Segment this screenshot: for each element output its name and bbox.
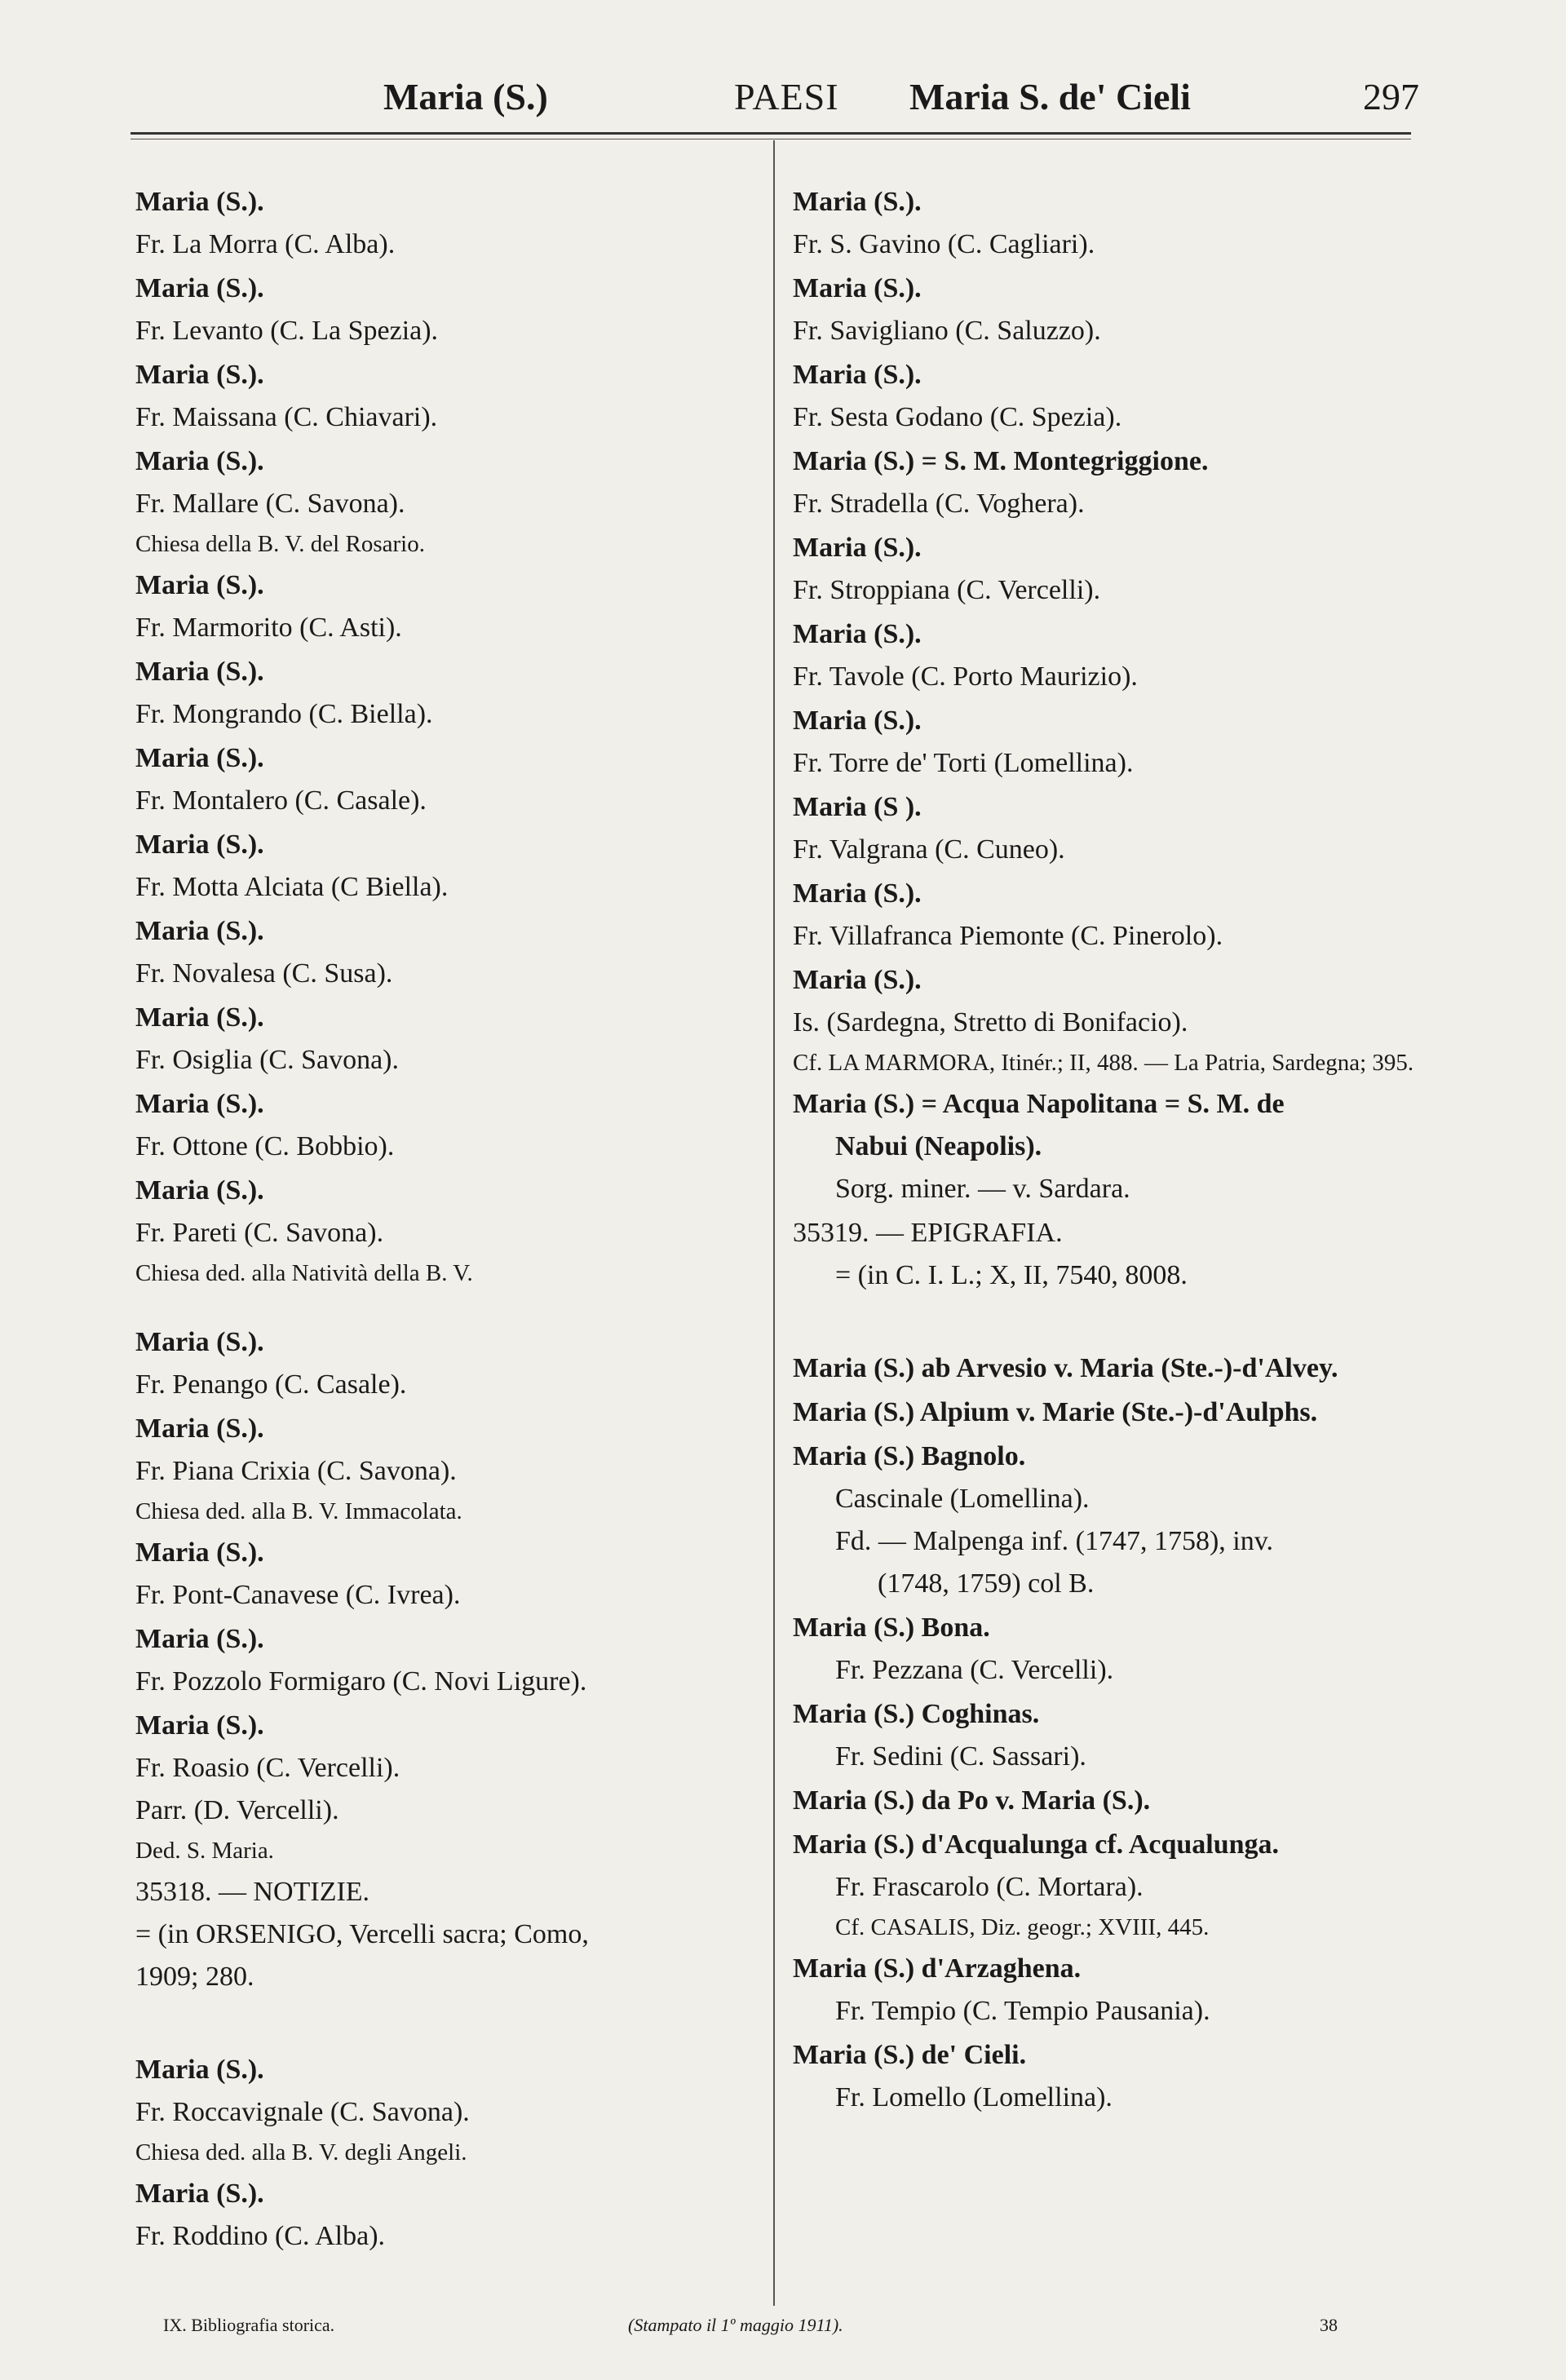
entry-line: Sorg. miner. — v. Sardara.: [835, 1174, 1130, 1204]
entry-heading: Maria (S.).: [135, 1089, 264, 1119]
entry-line: Fr. Lomello (Lomellina).: [835, 2082, 1113, 2112]
entry-heading: Maria (S ).: [793, 792, 922, 822]
entry-heading: Maria (S.).: [135, 360, 264, 390]
entry-line: Fr. Pareti (C. Savona).: [135, 1218, 384, 1248]
list-item: [793, 268, 1421, 352]
entry-line: 35319. — EPIGRAFIA.: [793, 1218, 1063, 1248]
entry-heading: Maria (S.).: [135, 916, 264, 946]
list-item: [135, 1618, 755, 1703]
list-item: [793, 1607, 1421, 1692]
entry-note: Cf. CASALIS, Diz. geogr.; XVIII, 445.: [835, 1914, 1210, 1940]
entry-line: Fr. Ottone (C. Bobbio).: [135, 1131, 395, 1161]
entry-line: Fr. Montalero (C. Casale).: [135, 785, 427, 816]
list-item: [793, 527, 1421, 612]
entry-heading: Maria (S.) Bagnolo.: [793, 1441, 1026, 1471]
list-item: [135, 2173, 755, 2258]
entry-line: Fr. Motta Alciata (C Biella).: [135, 872, 449, 902]
footer-print-date: (Stampato il 1º maggio 1911).: [628, 2315, 843, 2335]
list-item: [793, 440, 1421, 525]
list-item: [135, 824, 755, 909]
entry-heading: Maria (S.) Bona.: [793, 1612, 990, 1643]
entry-note: Ded. S. Maria.: [135, 1838, 274, 1864]
entry-line: Is. (Sardegna, Stretto di Bonifacio).: [793, 1007, 1188, 1037]
list-item: [793, 613, 1421, 698]
entry-heading: Maria (S.).: [135, 570, 264, 600]
entry-heading: Maria (S.).: [793, 706, 922, 736]
entry-line: Fr. Villafranca Piemonte (C. Pinerolo).: [793, 921, 1223, 951]
list-item: [135, 910, 755, 995]
list-item: [793, 1693, 1421, 1778]
entry-line: Fr. Frascarolo (C. Mortara).: [835, 1872, 1144, 1902]
entry-heading: Maria (S.).: [793, 187, 922, 217]
entry-line: Fd. — Malpenga inf. (1747, 1758), inv.: [835, 1526, 1274, 1556]
list-item: [135, 651, 755, 736]
entry-heading: Maria (S.).: [135, 657, 264, 687]
list-item: [793, 2034, 1421, 2119]
entry-heading: Maria (S.).: [793, 533, 922, 563]
list-item: [135, 181, 755, 266]
entry-line: (1748, 1759) col B.: [878, 1568, 1095, 1599]
list-item: [135, 997, 755, 1082]
entry-line: Fr. Pezzana (C. Vercelli).: [835, 1655, 1114, 1685]
entry-line: Fr. Sesta Godano (C. Spezia).: [793, 402, 1122, 432]
list-item: [135, 1532, 755, 1617]
column-divider: [773, 140, 775, 2306]
spacer: [135, 1294, 755, 1321]
entry-line: Nabui (Neapolis).: [835, 1131, 1042, 1161]
entry-line: Fr. Marmorito (C. Asti).: [135, 613, 402, 643]
entry-heading: Maria (S.).: [793, 360, 922, 390]
list-item: [135, 1321, 755, 1406]
entry-heading: Maria (S.) = Acqua Napolitana = S. M. de: [793, 1089, 1285, 1119]
list-item: [135, 1705, 755, 1869]
list-item: [135, 2049, 755, 2171]
list-item: [793, 873, 1421, 958]
entry-heading: Maria (S.).: [135, 2055, 264, 2085]
entry-line: Fr. Osiglia (C. Savona).: [135, 1045, 399, 1075]
list-item: [135, 737, 755, 822]
spacer: [793, 1298, 1421, 1347]
entry-heading: Maria (S.).: [135, 1002, 264, 1033]
entry-line: Fr. Torre de' Torti (Lomellina).: [793, 748, 1134, 778]
entry-heading: Maria (S.).: [135, 446, 264, 476]
list-item: [793, 354, 1421, 439]
entry-heading: Maria (S.).: [135, 1327, 264, 1357]
entry-heading: Maria (S.) d'Arzaghena.: [793, 1953, 1082, 1984]
list-item: [135, 354, 755, 439]
entry-heading: Maria (S.).: [135, 1537, 264, 1568]
running-header: [130, 75, 1419, 140]
entry-line: Fr. Valgrana (C. Cuneo).: [793, 834, 1065, 865]
entry-heading: Maria (S.) ab Arvesio v. Maria (Ste.-)-d'Alvey.: [793, 1353, 1338, 1383]
entry-heading: Maria (S.).: [135, 743, 264, 773]
entry-heading: Maria (S.).: [793, 619, 922, 649]
list-item: [793, 1948, 1421, 2033]
entry-heading: Maria (S.).: [793, 273, 922, 303]
entry-line: = (in C. I. L.; X, II, 7540, 8008.: [835, 1260, 1188, 1290]
spacer: [135, 2000, 755, 2049]
entry-note: Chiesa ded. alla Natività della B. V.: [135, 1260, 473, 1286]
list-item: [793, 1391, 1421, 1434]
entry-heading: Maria (S.) Coghinas.: [793, 1699, 1040, 1729]
footer-signature: 38: [1320, 2315, 1338, 2335]
list-item: [135, 1170, 755, 1292]
list-item: [135, 1871, 755, 1998]
entry-heading: Maria (S.).: [135, 1175, 264, 1205]
entry-line: Parr. (D. Vercelli).: [135, 1795, 339, 1825]
entry-line: 1909; 280.: [135, 1962, 254, 1992]
header-rule-thick: [130, 132, 1411, 135]
list-item: [135, 564, 755, 649]
entry-heading: Maria (S.).: [793, 878, 922, 909]
entry-line: Fr. Roddino (C. Alba).: [135, 2221, 386, 2251]
entry-note: Chiesa ded. alla B. V. degli Angeli.: [135, 2139, 467, 2165]
entry-line: Fr. La Morra (C. Alba).: [135, 229, 396, 259]
list-item: [793, 181, 1421, 266]
list-item: [793, 1347, 1421, 1390]
entry-heading: Maria (S.).: [135, 273, 264, 303]
right-column: [793, 181, 1421, 2121]
entry-note: Chiesa della B. V. del Rosario.: [135, 531, 425, 557]
entry-line: Fr. Penango (C. Casale).: [135, 1369, 407, 1400]
entry-line: Fr. Savigliano (C. Saluzzo).: [793, 316, 1101, 346]
entry-line: Fr. Tempio (C. Tempio Pausania).: [835, 1996, 1210, 2026]
entry-line: Fr. Levanto (C. La Spezia).: [135, 316, 439, 346]
list-item: [135, 1408, 755, 1530]
entry-line: Cascinale (Lomellina).: [835, 1484, 1090, 1514]
entry-heading: Maria (S.).: [793, 965, 922, 995]
list-item: [135, 440, 755, 563]
page-number: 297: [1363, 76, 1419, 117]
entry-line: Fr. Stroppiana (C. Vercelli).: [793, 575, 1101, 605]
list-item: [793, 1436, 1421, 1605]
entry-line: Fr. Tavole (C. Porto Maurizio).: [793, 661, 1138, 692]
entry-line: Fr. Mongrando (C. Biella).: [135, 699, 433, 729]
list-item: [793, 959, 1421, 1082]
entry-heading: Maria (S.).: [135, 187, 264, 217]
entry-heading: Maria (S.).: [135, 1710, 264, 1741]
list-item: [135, 1083, 755, 1168]
list-item: [793, 1780, 1421, 1822]
entry-heading: Maria (S.) de' Cieli.: [793, 2040, 1027, 2070]
entry-line: Fr. Roasio (C. Vercelli).: [135, 1753, 400, 1783]
entry-heading: Maria (S.) d'Acqualunga cf. Acqualunga.: [793, 1829, 1280, 1860]
entry-line: Fr. Pozzolo Formigaro (C. Novi Ligure).: [135, 1666, 587, 1697]
entry-note: Chiesa ded. alla B. V. Immacolata.: [135, 1498, 462, 1524]
entry-heading: Maria (S.).: [135, 1413, 264, 1444]
list-item: [135, 268, 755, 352]
list-item: [793, 786, 1421, 871]
entry-heading: Maria (S.).: [135, 829, 264, 860]
entry-line: Fr. Sedini (C. Sassari).: [835, 1741, 1086, 1772]
entry-line: Fr. Stradella (C. Voghera).: [793, 489, 1085, 519]
entry-line: Fr. S. Gavino (C. Cagliari).: [793, 229, 1095, 259]
list-item: [793, 1212, 1421, 1297]
list-item: [793, 1824, 1421, 1946]
entry-heading: Maria (S.) = S. M. Montegriggione.: [793, 446, 1209, 476]
entry-heading: Maria (S.).: [135, 1624, 264, 1654]
entry-line: Fr. Maissana (C. Chiavari).: [135, 402, 438, 432]
entry-line: = (in ORSENIGO, Vercelli sacra; Como,: [135, 1919, 589, 1949]
header-section: PAESI: [734, 76, 839, 117]
entry-heading: Maria (S.).: [135, 2179, 264, 2209]
header-right-title: Maria S. de' Cieli: [909, 76, 1191, 117]
list-item: [793, 700, 1421, 785]
entry-note: Cf. LA MARMORA, Itinér.; II, 488. — La Patria, Sardegna; 395.: [793, 1050, 1414, 1076]
entry-line: Fr. Novalesa (C. Susa).: [135, 958, 393, 989]
header-left-title: Maria (S.): [383, 76, 548, 117]
entry-heading: Maria (S.) da Po v. Maria (S.).: [793, 1785, 1151, 1816]
left-column: [135, 181, 755, 2259]
entry-line: 35318. — NOTIZIE.: [135, 1877, 370, 1907]
footer-series: IX. Bibliografia storica.: [163, 2315, 335, 2335]
entry-line: Fr. Roccavignale (C. Savona).: [135, 2097, 470, 2127]
entry-line: Fr. Pont-Canavese (C. Ivrea).: [135, 1580, 461, 1610]
entry-line: Fr. Mallare (C. Savona).: [135, 489, 405, 519]
list-item: [793, 1083, 1421, 1210]
entry-line: Fr. Piana Crixia (C. Savona).: [135, 1456, 457, 1486]
entry-heading: Maria (S.) Alpium v. Marie (Ste.-)-d'Aulphs.: [793, 1397, 1318, 1427]
